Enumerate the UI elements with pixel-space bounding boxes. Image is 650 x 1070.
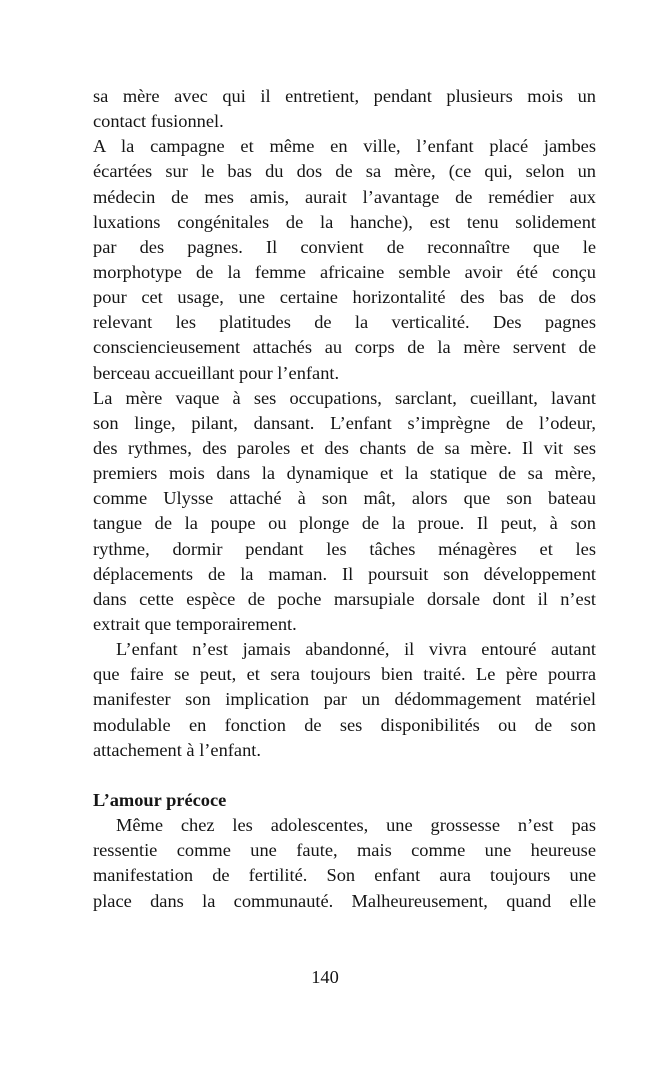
text-line: manifester son implication par un dédommagement matériel bbox=[93, 689, 596, 710]
text-line: attachement à l’enfant. bbox=[93, 739, 261, 760]
paragraph bbox=[93, 386, 596, 637]
text-line: premiers mois dans la dynamique et la statique de sa mère, bbox=[93, 463, 596, 484]
text-line: Même chez les adolescentes, une grossesse n’est pas bbox=[116, 815, 596, 836]
text-line: dans cette espèce de poche marsupiale dorsale dont il n’est bbox=[93, 588, 596, 609]
text-line: place dans la communauté. Malheureusement, quand elle bbox=[93, 890, 596, 911]
text-line: berceau accueillant pour l’enfant. bbox=[93, 362, 340, 383]
text-line: que faire se peut, et sera toujours bien traité. Le père pourra bbox=[93, 664, 596, 685]
text-line: sa mère avec qui il entretient, pendant plusieurs mois un bbox=[93, 86, 596, 106]
text-line: consciencieusement attachés au corps de la mère servent de bbox=[93, 337, 596, 358]
text-line: extrait que temporairement. bbox=[93, 613, 297, 634]
text-line: ressentie comme une faute, mais comme une heureuse bbox=[93, 840, 596, 861]
text-line: L’enfant n’est jamais abandonné, il vivra entouré autant bbox=[116, 639, 596, 660]
text-line: rythme, dormir pendant les tâches ménagères et les bbox=[93, 538, 596, 559]
text-line: son linge, pilant, dansant. L’enfant s’imprègne de l’odeur, bbox=[93, 412, 596, 433]
paragraph bbox=[93, 84, 596, 134]
paragraph bbox=[93, 134, 596, 385]
text-line: écartées sur le bas du dos de sa mère, (ce qui, selon un bbox=[93, 161, 596, 182]
text-line: pour cet usage, une certaine horizontalité des bas de dos bbox=[93, 287, 596, 308]
page-number: 140 bbox=[311, 967, 339, 987]
text-line: contact fusionnel. bbox=[93, 111, 224, 132]
text-line: relevant les platitudes de la verticalité. Des pagnes bbox=[93, 312, 596, 333]
text-line: tangue de la poupe ou plonge de la proue. Il peut, à son bbox=[93, 513, 596, 534]
spacer bbox=[93, 763, 596, 788]
text-line: manifestation de fertilité. Son enfant aura toujours une bbox=[93, 865, 596, 886]
text-line: par des pagnes. Il convient de reconnaître que le bbox=[93, 236, 596, 257]
text-line: morphotype de la femme africaine semble avoir été conçu bbox=[93, 261, 596, 282]
text-line: déplacements de la maman. Il poursuit son développement bbox=[93, 563, 596, 584]
paragraph bbox=[93, 813, 596, 914]
text-line: luxations congénitales de la hanche), est tenu solidement bbox=[93, 211, 596, 232]
paragraph bbox=[93, 637, 596, 763]
text-line: La mère vaque à ses occupations, sarclant, cueillant, lavant bbox=[93, 387, 596, 408]
text-line: modulable en fonction de ses disponibilités ou de son bbox=[93, 714, 596, 735]
text-line: des rythmes, des paroles et des chants de sa mère. Il vit ses bbox=[93, 437, 596, 458]
page-body bbox=[93, 84, 596, 914]
text-line: médecin de mes amis, aurait l’avantage de remédier aux bbox=[93, 186, 596, 207]
section-heading: L’amour précoce bbox=[93, 789, 227, 810]
text-line: A la campagne et même en ville, l’enfant placé jambes bbox=[93, 136, 596, 157]
text-line: comme Ulysse attaché à son mât, alors que son bateau bbox=[93, 488, 596, 509]
